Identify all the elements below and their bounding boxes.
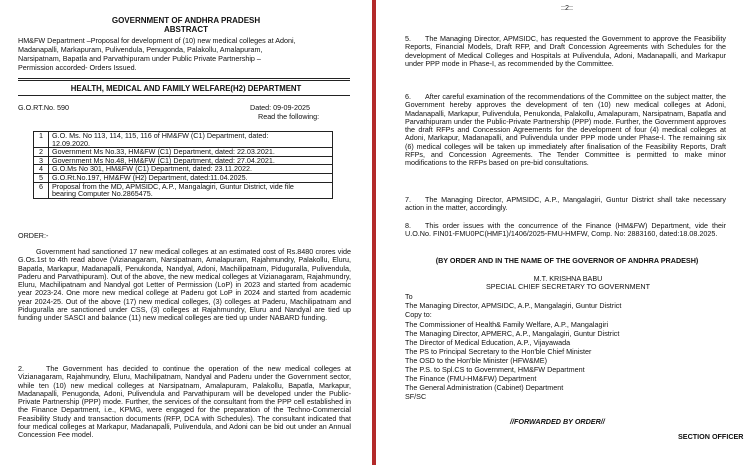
read-following: Read the following: (258, 112, 320, 121)
department-heading: HEALTH, MEDICAL AND FAMILY WELFARE(H2) DEPARTMENT (70, 84, 302, 93)
page-divider (372, 0, 376, 465)
reference-text: Government Ms No.48, HM&FW (C1) Department, dated: 27.04.2021. (49, 156, 333, 165)
copy-recipient: The P.S. to Spl.CS to Government, HM&FW Department (405, 365, 585, 374)
paragraph-2: The Government has decided to continue the operation of the new medical colleges at Vizianagaram, Rajahmundry, Eluru, Machilipatnam, Nandyal and Paderu under the Government sector, while ten (10) new medical colleges at Narsipatnam, Amalapuram, Palakollu, Bapatla, Markapur, Madanapalli, Penugonda, Adoni, Pulivendula and Parvathipuram will be developed under the Public-Private Partnership (PPP) mode. Further, the services of the consultant from the PPP cell established in the Finance Department, i.e., KPMG, were engaged for the preparation of the Techno-Commercial Feasibility Study and transaction documents (RFP, DCA with Schedules). The consultant indicated that four medical colleges at Markapur, Madanapalli, Pulivendula, and Adoni can be bid out under an Annual Concession Fee model. (18, 364, 351, 440)
to-label: To (405, 292, 413, 301)
reference-row (34, 148, 333, 157)
reference-text: G.O.Rt.No.197, HM&FW (H2) Department, dated:11.04.2025. (49, 173, 333, 182)
page-one (0, 0, 372, 465)
copy-recipient: The General Administration (Cabinet) Department (405, 383, 564, 392)
page-two (378, 0, 756, 465)
paragraph-1: Government had sanctioned 17 new medical colleges at an estimated cost of Rs.8480 crores vide G.Os.1st to 4th read above (Vizianagaram, Narsipatnam, Amalapuram, Rajahmundry, Palakollu, Eluru, Bapatla, Markapur, Madanapalli, Penukonda, Nandyal, Adoni, Machilipatnam, Piduguralla, Pulivendula, Paderu and Parvathipuram). Out of the above, the new medical colleges at Vizianagaram, Rajahmundry, Eluru, Machilipatnam and Nandyal got Letter of Permission (LoP) in 2023 and started from academic year 2023-24. One more new medical college at Paderu got LoP in 2024 and started from academic year 2024-25. Out of the above (17) new medical colleges, (3) colleges at Paderu, Machilipatnam and Piduguralla are sanctioned under CSS, (3) colleges at Rajahmundry, Eluru and Nandyal are tied up funding under SASCI and balance (11) new medical colleges are tied up under NABARD funding. (18, 247, 351, 323)
copy-recipient: SF/SC (405, 392, 427, 401)
go-date: Dated: 09-09-2025 (250, 103, 310, 112)
government-title: GOVERNMENT OF ANDHRA PRADESH (111, 16, 261, 25)
paragraph-7-number: 7. (405, 195, 411, 204)
copy-recipient: The Finance (FMU-HM&FW) Department (405, 374, 537, 383)
copy-recipient: The Director of Medical Education, A.P., Vijayawada (405, 338, 571, 347)
references-table (33, 131, 333, 199)
reference-text: Proposal from the MD, APMSIDC, A.P., Mangalagiri, Guntur District, vide file bearing Computer No.2865475. (49, 182, 333, 198)
divider-rule (18, 78, 350, 79)
paragraph-6-number: 6. (405, 92, 411, 101)
copy-recipient: The Managing Director, APMERC, A.P., Mangalagiri, Guntur District (405, 329, 620, 338)
signatory-title: SPECIAL CHIEF SECRETARY TO GOVERNMENT (485, 282, 650, 291)
copy-recipient: The Commissioner of Health& Family Welfare, A.P., Mangalagiri (405, 320, 609, 329)
paragraph-6: After careful examination of the recommendations of the Committee on the subject matter, the Government hereby approves the development of ten (10) new medical colleges at Adoni, Madanapalli, Markapur, Pulivendula, Penukonda, Palakollu, Amalapuram, Narsipatnam, Bapatla and Parvathipuram under the Public-Private Partnership (PPP) mode. Further, the Government approves the draft RFPs and Concession Agreements for the development of four (4) medical colleges at Adoni, Markapur, Madanapalli, and Pulivendula under PPP mode under Phase-I. The remaining six (6) medical colleges will be taken up immediately after finalisation of the Feasibility Reports, Draft RFPs, and Concession Agreements. The Tender Committee is permitted to make minor modifications to the RFPs based on pre-bid consultations. (405, 92, 726, 168)
paragraph-5: The Managing Director, APMSIDC, has requested the Government to approve the Feasibility Reports, Financial Models, Draft RFP, and Draft Concession Agreements with Schedules for the development of Medical Colleges and Hospitals at Pulivendula, Adoni, Madanapalli, and Markapur under PPP mode in Phase-I, as recommended by the Committee. (405, 34, 726, 68)
paragraph-7: The Managing Director, APMSIDC, A.P., Mangalagiri, Guntur District shall take necessary action in the matter, accordingly. (405, 195, 726, 213)
paragraph-8: This order issues with the concurrence of the Finance (HM&FW) Department, vide their U.O.No. FIN01-FMU0PC(HMF1)/1406/2025-FMU-HMFW, Comp. No: 2883160, dated:18.08.2025. (405, 221, 726, 239)
abstract-label: ABSTRACT (164, 25, 208, 34)
reference-number: 2 (34, 148, 49, 157)
paragraph-5-number: 5. (405, 34, 411, 43)
paragraph-2-number: 2. (18, 364, 24, 373)
divider-rule (18, 80, 350, 81)
copy-to-label: Copy to: (405, 310, 432, 319)
go-number: G.O.RT.No. 590 (18, 103, 69, 112)
signatory-name: M.T. KRISHNA BABU (533, 274, 603, 283)
reference-number: 3 (34, 156, 49, 165)
by-order-line: (BY ORDER AND IN THE NAME OF THE GOVERNOR OF ANDHRA PRADESH) (435, 256, 699, 265)
reference-row (34, 132, 333, 148)
paragraph-8-number: 8. (405, 221, 411, 230)
copy-recipient: The PS to Principal Secretary to the Hon'ble Chief Minister (405, 347, 592, 356)
divider-rule (18, 95, 350, 96)
reference-number: 1 (34, 132, 49, 148)
abstract-line-4: Permission accorded- Orders Issued. (18, 63, 137, 72)
page-number: ::2:: (561, 3, 573, 12)
reference-row (34, 182, 333, 198)
forwarded-by-order: //FORWARDED BY ORDER// (510, 417, 605, 426)
reference-number: 6 (34, 182, 49, 198)
abstract-line-1: HM&FW Department –Proposal for development of (10) new medical colleges at Adoni, (18, 36, 296, 45)
to-recipient: The Managing Director, APMSIDC, A.P., Mangalagiri, Guntur District (405, 301, 622, 310)
abstract-line-2: Madanapalli, Markapuram, Pulivendula, Penugonda, Palakollu, Amalapuram, (18, 45, 263, 54)
reference-text: G.O. Ms. No 113, 114, 115, 116 of HM&FW (C1) Department, dated: 12.09.2020. (49, 132, 333, 148)
abstract-line-3: Narsipatnam, Bapatla and Parvathipuram under Public Private Partnership – (18, 54, 261, 63)
reference-number: 5 (34, 173, 49, 182)
section-officer: SECTION OFFICER (678, 432, 744, 441)
reference-text: Government Ms No.33, HM&FW (C1) Department, dated: 22.03.2021. (49, 148, 333, 157)
copy-recipient: The OSD to the Hon'ble Minister (HFW&ME) (405, 356, 547, 365)
reference-text: G.O.Ms No 301, HM&FW (C1) Department, dated: 23.11.2022. (49, 165, 333, 174)
order-label: ORDER:- (18, 231, 49, 240)
reference-number: 4 (34, 165, 49, 174)
